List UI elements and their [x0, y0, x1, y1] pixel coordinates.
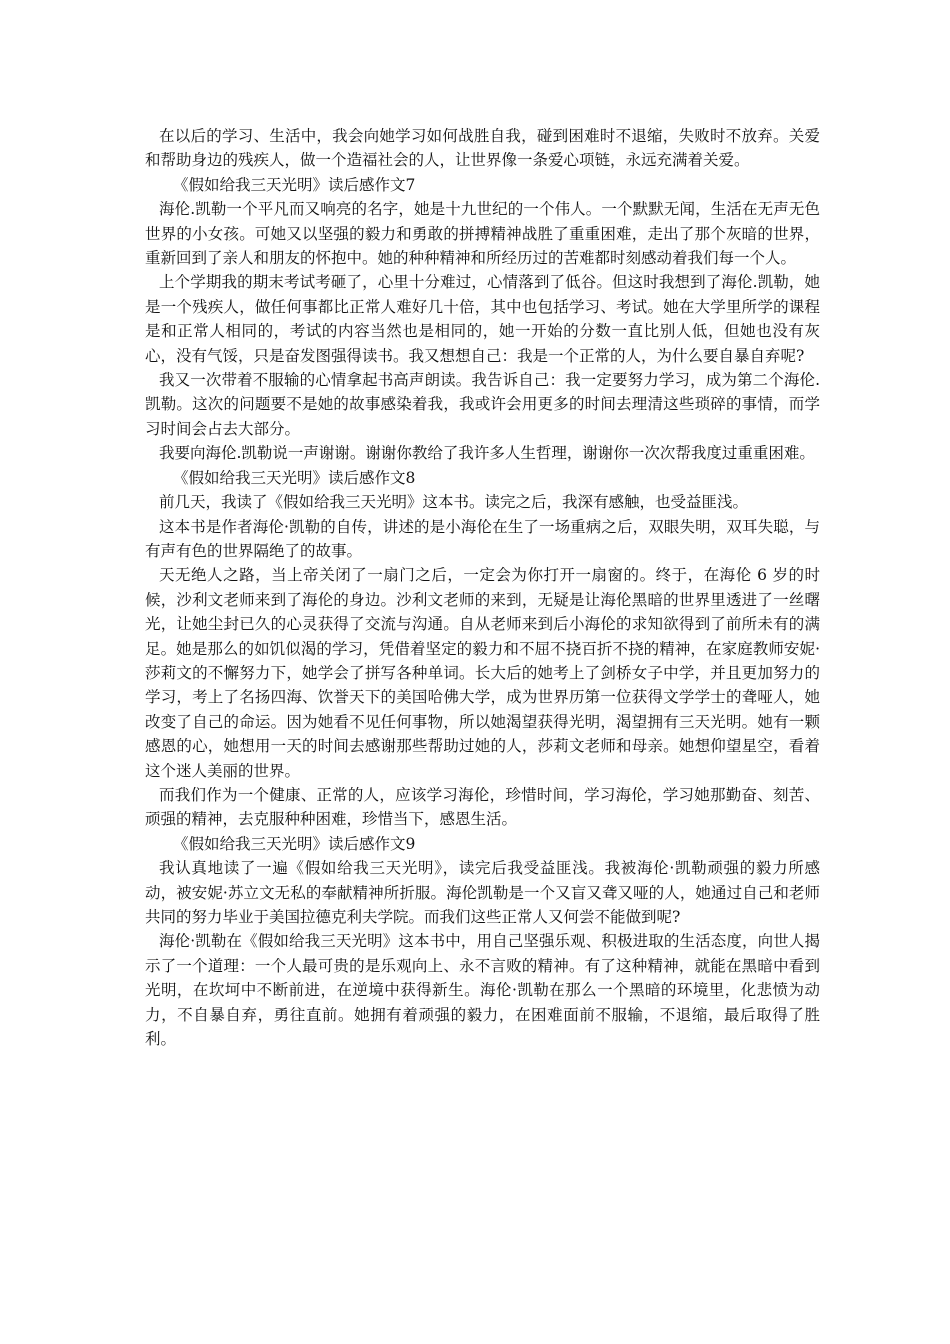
paragraph: 海伦.凯勒一个平凡而又响亮的名字，她是十九世纪的一个伟人。一个默默无闻，生活在无声无色世界的小女孩。可她又以坚强的毅力和勇敢的拼搏精神战胜了重重困难，走出了那个灰暗的世界，重新回到了亲人和朋友的怀抱中。她的种种精神和所经历过的苦难都时刻感动着我们每一个人。 — [145, 200, 820, 268]
paragraph: 上个学期我的期末考试考砸了，心里十分难过，心情落到了低谷。但这时我想到了海伦.凯勒，她是一个残疾人，做任何事都比正常人难好几十倍，其中也包括学习、考试。她在大学里所学的课程是和正常人相同的，考试的内容当然也是相同的，她一开始的分数一直比别人低，但她也没有灰心，没有气馁，只是奋发图强得读书。我又想想自己：我是一个正常的人，为什么要自暴自弃呢? — [145, 273, 820, 365]
paragraph: 天无绝人之路，当上帝关闭了一扇门之后，一定会为你打开一扇窗的。终于，在海伦 6 岁的时候，沙利文老师来到了海伦的身边。沙利文老师的来到，无疑是让海伦黑暗的世界里透进了一丝曙光，让她尘封已久的心灵获得了交流与沟通。自从老师来到后小海伦的求知欲得到了前所未有的满足。她是那么的如饥似渴的学习，凭借着坚定的毅力和不屈不挠百折不挠的精神，在家庭教师安妮·莎莉文的不懈努力下，她学会了拼写各种单词。长大后的她考上了剑桥女子中学，并且更加努力的学习，考上了名扬四海、饮誉天下的美国哈佛大学，成为世界历第一位获得文学学士的聋哑人，她改变了自己的命运。因为她看不见任何事物，所以她渴望获得光明，渴望拥有三天光明。她有一颗感恩的心，她想用一天的时间去感谢那些帮助过她的人，莎莉文老师和母亲。她想仰望星空，看着这个迷人美丽的世界。 — [145, 566, 820, 780]
section-heading: 《假如给我三天光明》读后感作文8 — [173, 468, 416, 487]
section-heading: 《假如给我三天光明》读后感作文9 — [173, 834, 416, 853]
document-body — [145, 124, 820, 1051]
paragraph: 前几天，我读了《假如给我三天光明》这本书。读完之后，我深有感触，也受益匪浅。 — [159, 493, 749, 512]
paragraph: 在以后的学习、生活中，我会向她学习如何战胜自我，碰到困难时不退缩，失败时不放弃。关爱和帮助身边的残疾人，做一个造福社会的人，让世界像一条爱心项链，永远充满着关爱。 — [145, 127, 820, 170]
section-heading: 《假如给我三天光明》读后感作文7 — [173, 175, 416, 194]
paragraph: 我认真地读了一遍《假如给我三天光明》，读完后我受益匪浅。我被海伦·凯勒顽强的毅力所感动，被安妮·苏立文无私的奉献精神所折服。海伦凯勒是一个又盲又聋又哑的人，她通过自己和老师共同的努力毕业于美国拉德克利夫学院。而我们这些正常人又何尝不能做到呢? — [145, 859, 820, 926]
paragraph: 这本书是作者海伦·凯勒的自传，讲述的是小海伦在生了一场重病之后，双眼失明，双耳失聪，与有声有色的世界隔绝了的故事。 — [145, 517, 820, 560]
paragraph: 海伦·凯勒在《假如给我三天光明》这本书中，用自己坚强乐观、积极进取的生活态度，向世人揭示了一个道理：一个人最可贵的是乐观向上、永不言败的精神。有了这种精神，就能在黑暗中看到光明，在坎坷中不断前进，在逆境中获得新生。海伦·凯勒在那么一个黑暗的环境里，化悲愤为动力，不自暴自弃，勇往直前。她拥有着顽强的毅力，在困难面前不服输，不退缩，最后取得了胜利。 — [145, 932, 820, 1049]
paragraph: 而我们作为一个健康、正常的人，应该学习海伦，珍惜时间，学习海伦，学习她那勤奋、刻苦、顽强的精神，去克服种种困难，珍惜当下，感恩生活。 — [145, 785, 820, 829]
paragraph: 我要向海伦.凯勒说一声谢谢。谢谢你教给了我许多人生哲理，谢谢你一次次帮我度过重重困难。 — [159, 444, 815, 463]
paragraph: 我又一次带着不服输的心情拿起书高声朗读。我告诉自己：我一定要努力学习，成为第二个海伦.凯勒。这次的问题要不是她的故事感染着我，我或许会用更多的时间去理清这些琐碎的事情，而学习时间会占去大部分。 — [145, 371, 820, 438]
